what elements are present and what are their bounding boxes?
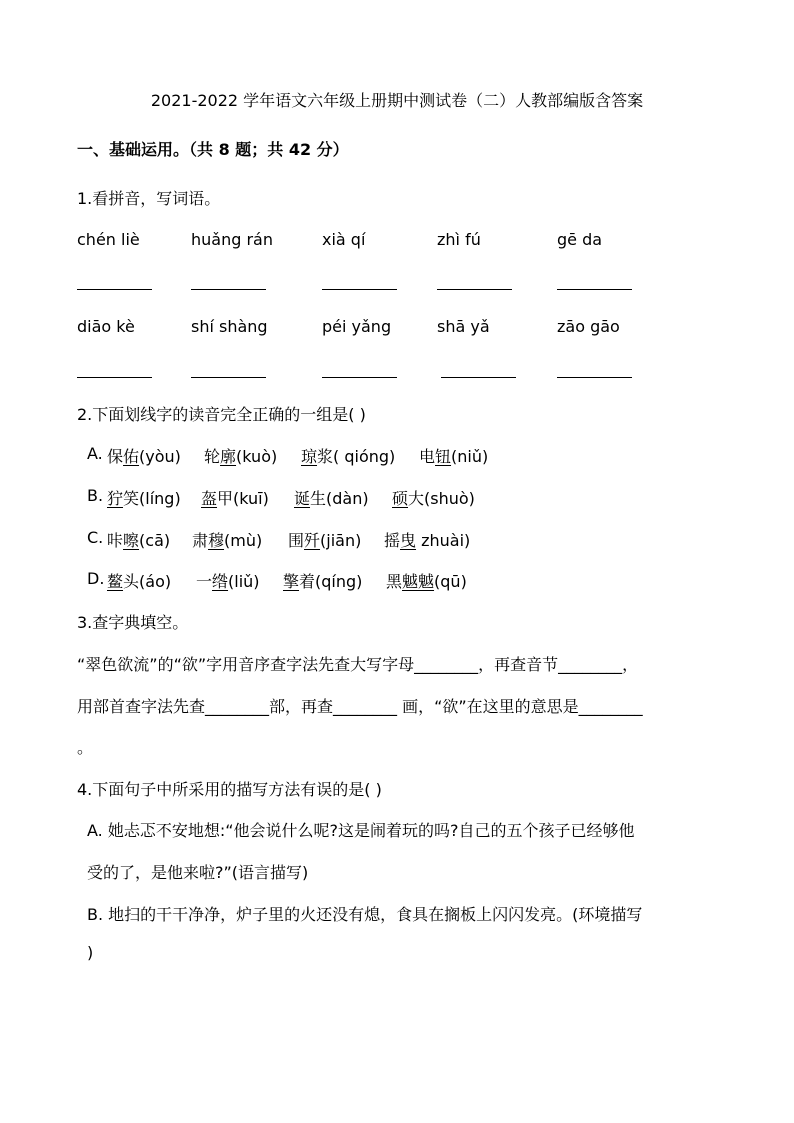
pinyin: xià qí	[322, 230, 366, 249]
option-c-item-4: 摇曳 zhuài)	[384, 531, 471, 550]
question-3-line-1: “翠色欲流”的“欲”字用音序查字法先查大写字母________，再查音节________，	[77, 655, 639, 674]
option-c-label: C.	[87, 528, 104, 547]
question-1-stem: 1.看拼音，写词语。	[77, 189, 221, 208]
option-d-item-4: 黑魆魆(qū)	[386, 572, 467, 591]
answer-blank[interactable]	[557, 377, 632, 378]
pinyin: zāo gāo	[557, 317, 620, 336]
option-b-item-1: 狞笑(líng)	[107, 489, 181, 508]
option-b-item-4: 硕大(shuò)	[392, 489, 475, 508]
option-d-item-2: 一绺(liǔ)	[196, 572, 260, 591]
question-3-stem: 3.查字典填空。	[77, 613, 189, 632]
pinyin: zhì fú	[437, 230, 481, 249]
option-b-item-2: 盔甲(kuī)	[201, 489, 269, 508]
option-d-item-1: 鳌头(áo)	[107, 572, 172, 591]
option-a-line-2: 受的了，是他来啦?”(语言描写)	[87, 863, 309, 882]
answer-blank[interactable]	[191, 377, 266, 378]
pinyin: shā yǎ	[437, 317, 490, 336]
answer-blank[interactable]	[77, 377, 152, 378]
option-a-item-1: 保佑(yòu)	[107, 447, 181, 466]
answer-blank[interactable]	[191, 289, 266, 290]
option-d-label: D.	[87, 569, 105, 588]
page-title: 2021-2022 学年语文六年级上册期中测试卷（二）人教部编版含答案	[150, 91, 644, 110]
option-d-item-3: 擎着(qíng)	[283, 572, 363, 591]
section-heading: 一、基础运用。（共 8 题；共 42 分）	[77, 140, 349, 159]
option-c-item-1: 咔嚓(cā)	[107, 531, 171, 550]
pinyin: péi yǎng	[322, 317, 392, 336]
question-2-stem: 2.下面划线字的读音完全正确的一组是( )	[77, 405, 366, 424]
option-c-item-3: 围歼(jiān)	[288, 531, 362, 550]
answer-blank[interactable]	[441, 377, 516, 378]
option-a-line-1: A. 她忐忑不安地想:“他会说什么呢?这是闹着玩的吗?自己的五个孩子已经够他	[87, 821, 635, 840]
option-b-label: B.	[87, 486, 104, 505]
option-a-item-3: 琼浆( qióng)	[301, 447, 396, 466]
option-b-line-1: B. 地扫的干干净净，炉子里的火还没有熄，食具在搁板上闪闪发亮。(环境描写	[87, 905, 643, 924]
question-4-stem: 4.下面句子中所采用的描写方法有误的是( )	[77, 780, 382, 799]
option-b-item-3: 诞生(dàn)	[294, 489, 369, 508]
question-3-line-3: 。	[77, 738, 94, 757]
option-a-item-2: 轮廓(kuò)	[204, 447, 278, 466]
question-3-line-2: 用部首查字法先查________部，再查________ 画，“欲”在这里的意思是________	[77, 697, 643, 716]
answer-blank[interactable]	[557, 289, 632, 290]
answer-blank[interactable]	[322, 289, 397, 290]
option-a-label: A.	[87, 444, 103, 463]
option-a-item-4: 电钮(niǔ)	[419, 447, 489, 466]
answer-blank[interactable]	[322, 377, 397, 378]
answer-blank[interactable]	[77, 289, 152, 290]
pinyin: huǎng rán	[191, 230, 273, 249]
option-b-line-2: )	[87, 943, 94, 962]
pinyin: gē da	[557, 230, 603, 249]
pinyin: shí shàng	[191, 317, 268, 336]
pinyin: diāo kè	[77, 317, 135, 336]
pinyin: chén liè	[77, 230, 140, 249]
option-c-item-2: 肃穆(mù)	[192, 531, 263, 550]
answer-blank[interactable]	[437, 289, 512, 290]
